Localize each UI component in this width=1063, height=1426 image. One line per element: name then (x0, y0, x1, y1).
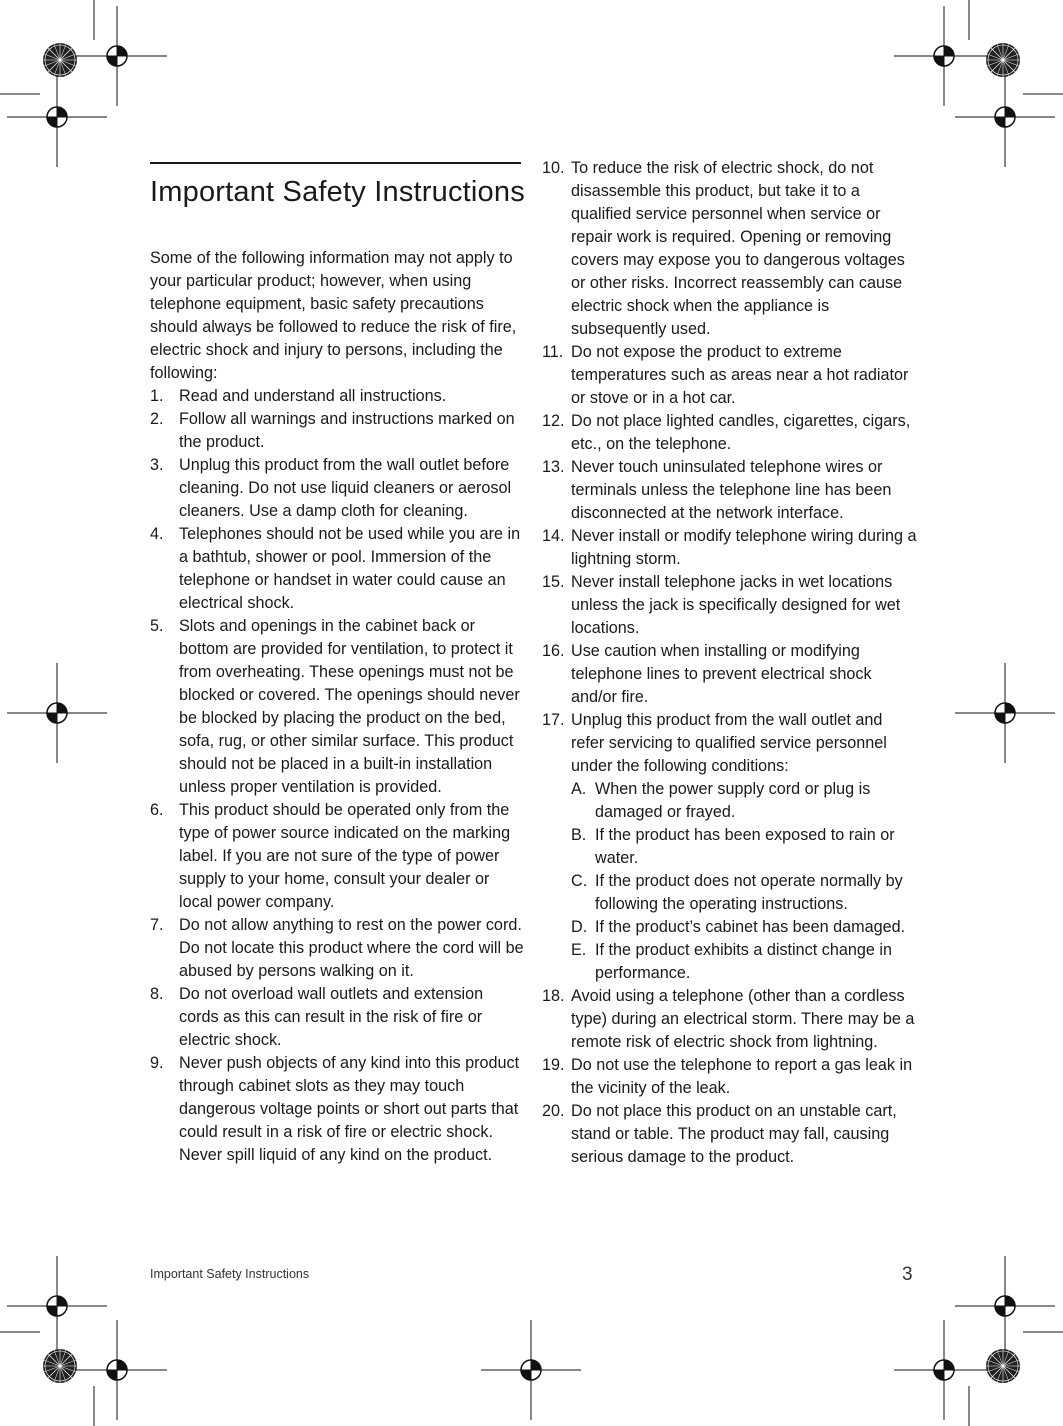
item-number: 19. (542, 1056, 565, 1074)
instruction-item (150, 1052, 524, 1167)
condition-item (571, 778, 918, 824)
condition-text: If the product has been exposed to rain or water. (595, 826, 895, 867)
item-number: 4. (150, 525, 164, 543)
item-text: Read and understand all instructions. (179, 387, 447, 405)
instruction-item (542, 410, 918, 456)
instruction-item (542, 640, 918, 709)
item-number: 17. (542, 711, 565, 729)
condition-text: If the product’s cabinet has been damaged. (595, 918, 906, 936)
item-text: To reduce the risk of electric shock, do not disassemble this product, but take it to a qualified service personnel when service or repair work is required. Opening or removing covers may expose you to dangerous voltages or other risks. Incorrect reassembly can cause electric shock when the appliance is subsequently used. (571, 159, 905, 338)
condition-letter: B. (571, 826, 587, 844)
item-number: 9. (150, 1054, 164, 1072)
left-column (150, 247, 524, 1167)
item-text: Do not allow anything to rest on the power cord. Do not locate this product where the cord will be abused by persons walking on it. (179, 916, 524, 980)
instruction-item (150, 454, 524, 523)
instruction-list-right (542, 157, 918, 1169)
item-number: 7. (150, 916, 164, 934)
instruction-item (150, 914, 524, 983)
instruction-item (542, 341, 918, 410)
instruction-item (542, 985, 918, 1054)
right-column (542, 157, 918, 1169)
page-title: Important Safety Instructions (150, 176, 525, 208)
condition-letter: D. (571, 918, 588, 936)
item-number: 1. (150, 387, 164, 405)
item-text: Unplug this product from the wall outlet before cleaning. Do not use liquid cleaners or aerosol cleaners. Use a damp cloth for cleaning. (179, 456, 512, 520)
item-number: 13. (542, 458, 565, 476)
instruction-item (150, 799, 524, 914)
condition-item (571, 916, 918, 939)
condition-letter: E. (571, 941, 587, 959)
instruction-item (542, 157, 918, 341)
item-text: Avoid using a telephone (other than a cordless type) during an electrical storm. There may be a remote risk of electric shock from lightning. (571, 987, 915, 1051)
item-text: Slots and openings in the cabinet back or bottom are provided for ventilation, to protect it from overheating. These openings must not be blocked or covered. The openings should never be blocked by placing the product on the bed, sofa, rug, or other similar surface. This product should not be placed in a built-in installation unless proper ventilation is provided. (179, 617, 520, 796)
item-number: 11. (542, 343, 564, 361)
condition-text: If the product exhibits a distinct change in performance. (595, 941, 892, 982)
item-text: Telephones should not be used while you are in a bathtub, shower or pool. Immersion of the telephone or handset in water could cause an electrical shock. (179, 525, 521, 612)
item-number: 14. (542, 527, 565, 545)
instruction-item (542, 1100, 918, 1169)
intro-paragraph: Some of the following information may not apply to your particular product; however, when using telephone equipment, basic safety precautions should always be followed to reduce the risk of fire, electric shock and injury to persons, including the following: (150, 249, 517, 382)
item-text: Never touch uninsulated telephone wires or terminals unless the telephone line has been disconnected at the network interface. (571, 458, 892, 522)
instruction-item (150, 615, 524, 799)
item-text: Unplug this product from the wall outlet and refer servicing to qualified service personnel under the following conditions: (571, 711, 887, 775)
instruction-item (542, 709, 918, 985)
instruction-list-left (150, 385, 524, 1167)
item-text: Do not use the telephone to report a gas leak in the vicinity of the leak. (571, 1056, 913, 1097)
footer-section-label: Important Safety Instructions (150, 1267, 310, 1281)
instruction-item (542, 456, 918, 525)
instruction-item (542, 571, 918, 640)
item-number: 10. (542, 159, 565, 177)
condition-item (571, 939, 918, 985)
condition-letter: A. (571, 780, 587, 798)
item-text: Do not expose the product to extreme temperatures such as areas near a hot radiator or stove or in a hot car. (571, 343, 909, 407)
instruction-item (542, 525, 918, 571)
instruction-item (150, 983, 524, 1052)
item-text: Do not place lighted candles, cigarettes, cigars, etc., on the telephone. (571, 412, 911, 453)
item-number: 5. (150, 617, 164, 635)
condition-letter: C. (571, 872, 588, 890)
item-text: Follow all warnings and instructions marked on the product. (179, 410, 515, 451)
item-number: 2. (150, 410, 164, 428)
condition-sublist (571, 778, 918, 985)
page-number: 3 (902, 1264, 913, 1285)
item-number: 16. (542, 642, 565, 660)
instruction-item (150, 385, 524, 408)
item-text: Do not overload wall outlets and extension cords as this can result in the risk of fire or electric shock. (179, 985, 484, 1049)
item-number: 20. (542, 1102, 565, 1120)
condition-text: If the product does not operate normally by following the operating instructions. (595, 872, 903, 913)
condition-item (571, 870, 918, 916)
item-text: Use caution when installing or modifying telephone lines to prevent electrical shock and/or fire. (571, 642, 872, 706)
instruction-item (542, 1054, 918, 1100)
item-text: Never install or modify telephone wiring during a lightning storm. (571, 527, 917, 568)
item-number: 3. (150, 456, 164, 474)
item-text: Never install telephone jacks in wet locations unless the jack is specifically designed for wet locations. (571, 573, 901, 637)
item-text: Do not place this product on an unstable cart, stand or table. The product may fall, causing serious damage to the product. (571, 1102, 897, 1166)
item-number: 12. (542, 412, 565, 430)
item-number: 18. (542, 987, 565, 1005)
item-number: 6. (150, 801, 164, 819)
item-number: 8. (150, 985, 164, 1003)
instruction-item (150, 523, 524, 615)
condition-text: When the power supply cord or plug is damaged or frayed. (595, 780, 871, 821)
item-text: This product should be operated only from the type of power source indicated on the marking label. If you are not sure of the type of power supply to your home, consult your dealer or local power company. (179, 801, 511, 911)
instruction-item (150, 408, 524, 454)
item-number: 15. (542, 573, 565, 591)
title-rule (150, 162, 521, 164)
condition-item (571, 824, 918, 870)
item-text: Never push objects of any kind into this product through cabinet slots as they may touch dangerous voltage points or short out parts that could result in a risk of fire or electric shock. Never spill liquid of any kind on the product. (179, 1054, 520, 1164)
